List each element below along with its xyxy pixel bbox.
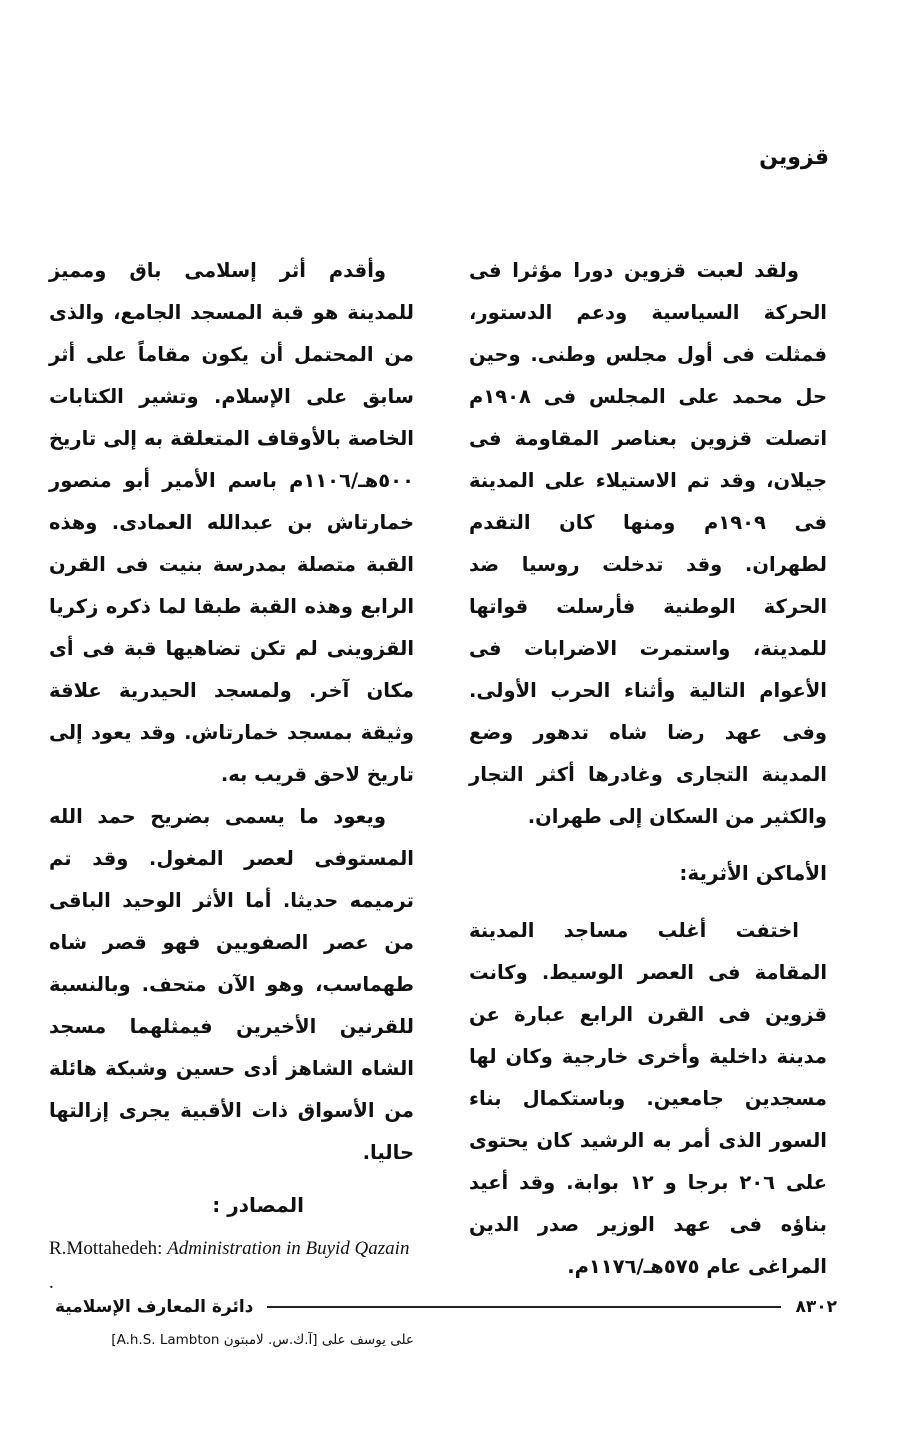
footer-publication: دائرة المعارف الإسلامية xyxy=(55,1297,254,1317)
page-number: ٨٣٠٢ xyxy=(795,1297,837,1317)
body-paragraph: وأقدم أثر إسلامى باق ومميز للمدينة هو قبة المسجد الجامع، والذى من المحتمل أن يكون مقاماً على أثر سابق على الإسلام. وتشير الكتابات الخاصة بالأوقاف المتعلقة به إلى تاريخ ٥٠٠هـ/١١٠٦م باسم الأمير أبو منصور خمارتاش بن عبدالله العمادى. وهذه القبة متصلة بمدرسة بنيت فى القرن الرابع وهذه القبة طبقا لما ذكره زكريا القزوينى لم تكن تضاهيها قبة فى أى مكان آخر. ولمسجد الحيدرية علاقة وثيقة بمسجد خمارتاش. وقد يعود إلى تاريخ لاحق قريب به. xyxy=(49,259,414,786)
source-reference xyxy=(49,1232,414,1300)
page-header-title: قزوين xyxy=(759,145,829,170)
page-footer xyxy=(55,1292,837,1322)
author-credit: على يوسف على [آ.ك.س. لامبتون A.h.S. Lambton] xyxy=(111,1332,414,1348)
sources-heading: المصادر : xyxy=(212,1193,304,1217)
left-column xyxy=(49,250,414,1350)
reference-title: Administration in Buyid Qazain xyxy=(167,1238,410,1259)
body-paragraph: ولقد لعبت قزوين دورا مؤثرا فى الحركة السياسية ودعم الدستور، فمثلت فى أول مجلس وطنى. وحين حل محمد على المجلس فى ١٩٠٨م اتصلت قزوين بعناصر المقاومة فى جيلان، وقد تم الاستيلاء على المدينة فى ١٩٠٩م ومنها كان التقدم لطهران. وقد تدخلت روسيا ضد الحركة الوطنية فأرسلت قواتها للمدينة، واستمرت الاضرابات فى الأعوام التالية وأثناء الحرب الأولى. وفى عهد رضا شاه تدهور وضع المدينة التجارى وغادرها أكثر التجار والكثير من السكان إلى طهران. xyxy=(469,259,827,828)
reference-end: . xyxy=(49,1272,54,1293)
body-paragraph: ويعود ما يسمى بضريح حمد الله المستوفى لعصر المغول. وقد تم ترميمه حديثا. أما الأثر الوحيد الباقى من عصر الصفويين فهو قصر شاه طهماسب، وهو الآن متحف. وبالنسبة للقرنين الأخيرين فيمثلهما مسجد الشاه الشاهز أدى حسين وشبكة هائلة من الأسواق ذات الأقبية يجرى إزالتها حاليا. xyxy=(49,805,414,1164)
footer-rule xyxy=(267,1306,781,1308)
body-paragraph: اختفت أغلب مساجد المدينة المقامة فى العصر الوسيط. وكانت قزوين فى القرن الرابع عبارة عن مدينة داخلية وأخرى خارجية وكان لها مسجدين جامعين. وباستكمال بناء السور الذى أمر به الرشيد كان يحتوى على ٢٠٦ برجا و ١٢ بوابة. وقد أعيد بناؤه فى عهد الوزير صدر الدين المراغى عام ٥٧٥هـ/١١٧٦م. xyxy=(469,919,827,1278)
reference-author: R.Mottahedeh: xyxy=(49,1238,168,1259)
section-heading: الأماكن الأثرية: xyxy=(679,861,827,885)
right-column xyxy=(469,250,827,1288)
